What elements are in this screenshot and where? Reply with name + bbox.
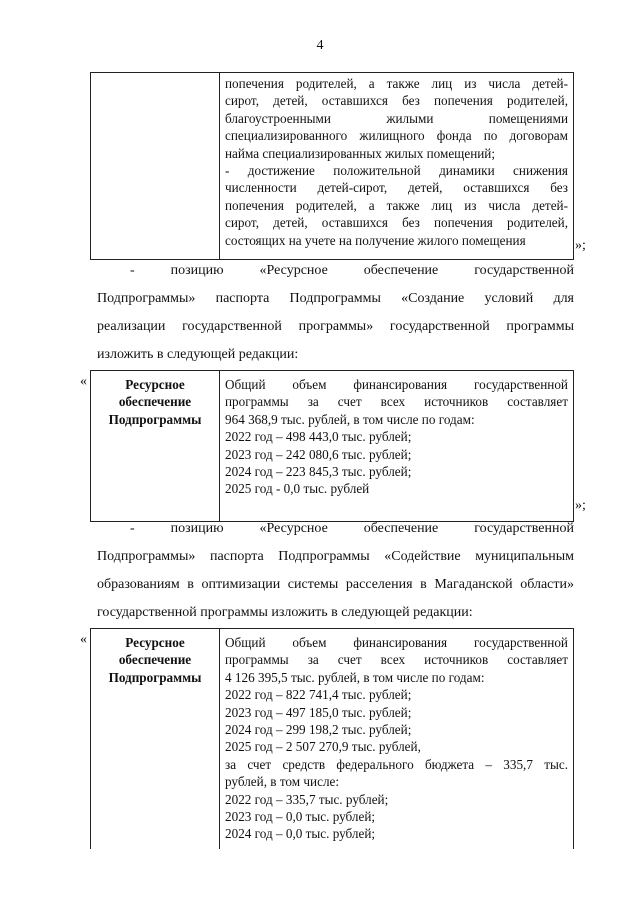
text-line: специализированного жилищного фонда по договорам <box>225 128 568 144</box>
table-continuation <box>90 72 574 260</box>
header-line: Ресурсное <box>125 377 185 392</box>
closing-quote: »; <box>575 238 586 253</box>
text-line: Общий объем финансирования государственной <box>225 377 568 392</box>
paragraph-line: изложить в следующей редакции: <box>97 347 299 362</box>
text-line: попечения родителей, а также лиц из числа детей- <box>225 76 568 91</box>
text-line: за счет средств федерального бюджета – 335,7 тыс. <box>225 756 568 772</box>
paragraph-line: - позицию «Ресурсное обеспечение государственной <box>130 521 574 536</box>
text-line: Общий объем финансирования государственной <box>225 635 568 650</box>
text-line: - достижение положительной динамики снижения <box>225 163 568 179</box>
paragraph-line: государственной программы изложить в следующей редакции: <box>97 605 473 620</box>
text-line: 2025 год - 0,0 тыс. рублей <box>225 481 370 497</box>
paragraph-line: - позицию «Ресурсное обеспечение государственной <box>130 263 574 278</box>
opening-quote: « <box>80 374 87 389</box>
header-line: Ресурсное <box>125 635 185 650</box>
text-line: сирот, детей, оставшихся без попечения родителей, <box>225 93 568 109</box>
text-line: 2022 год – 822 741,4 тыс. рублей; <box>225 687 412 703</box>
text-line: сирот, детей, оставшихся без попечения родителей, <box>225 215 568 231</box>
paragraph-resource-support-2 <box>97 520 574 622</box>
text-line: 2024 год – 223 845,3 тыс. рублей; <box>225 464 412 480</box>
page-number: 4 <box>316 38 324 53</box>
text-line: 2024 год – 299 198,2 тыс. рублей; <box>225 722 412 738</box>
text-line: найма специализированных жилых помещений; <box>225 145 496 161</box>
table-value-cell <box>220 629 572 849</box>
text-line: благоустроенными жилыми помещениями <box>225 110 568 126</box>
header-line: Подпрограммы <box>108 669 202 685</box>
text-line: программы за счет всех источников составляет <box>225 652 568 668</box>
header-line: Подпрограммы <box>108 411 202 427</box>
closing-quote: »; <box>575 498 586 513</box>
table-resource-support-2 <box>90 628 574 849</box>
text-line: попечения родителей, а также лиц из числа детей- <box>225 197 568 213</box>
table-header-cell <box>91 371 220 521</box>
table-resource-support-1 <box>90 370 574 522</box>
header-line: обеспечение <box>118 652 192 668</box>
table-continuation-left-cell <box>91 73 220 259</box>
table-header-cell <box>91 629 220 849</box>
text-line: 2024 год – 0,0 тыс. рублей; <box>225 826 376 842</box>
text-line: 2023 год – 497 185,0 тыс. рублей; <box>225 704 412 720</box>
paragraph-line: образованиям в оптимизации системы расселения в Магаданской области» <box>97 577 574 592</box>
table-value-cell <box>220 371 572 521</box>
text-line: рублей, в том числе: <box>225 774 340 790</box>
paragraph-line: Подпрограммы» паспорта Подпрограммы «Создание условий для <box>97 291 574 306</box>
opening-quote: « <box>80 632 87 647</box>
header-line: обеспечение <box>118 394 192 410</box>
paragraph-resource-support-1 <box>97 262 574 364</box>
text-line: 2023 год – 0,0 тыс. рублей; <box>225 809 376 825</box>
text-line: 2022 год – 498 443,0 тыс. рублей; <box>225 429 412 445</box>
text-line: программы за счет всех источников составляет <box>225 394 568 410</box>
paragraph-line: реализации государственной программы» государственной программы <box>97 319 574 334</box>
text-line: численности детей-сирот, детей, оставшихся без <box>225 180 568 196</box>
text-line: 964 368,9 тыс. рублей, в том числе по годам: <box>225 411 475 427</box>
text-line: 2025 год – 2 507 270,9 тыс. рублей, <box>225 739 421 755</box>
text-line: состоящих на учете на получение жилого помещения <box>225 232 526 248</box>
text-line: 2023 год – 242 080,6 тыс. рублей; <box>225 446 412 462</box>
table-continuation-text-cell <box>220 73 572 259</box>
text-line: 2022 год – 335,7 тыс. рублей; <box>225 791 389 807</box>
text-line: 4 126 395,5 тыс. рублей, в том числе по годам: <box>225 669 485 685</box>
paragraph-line: Подпрограммы» паспорта Подпрограммы «Содействие муниципальным <box>97 549 574 564</box>
